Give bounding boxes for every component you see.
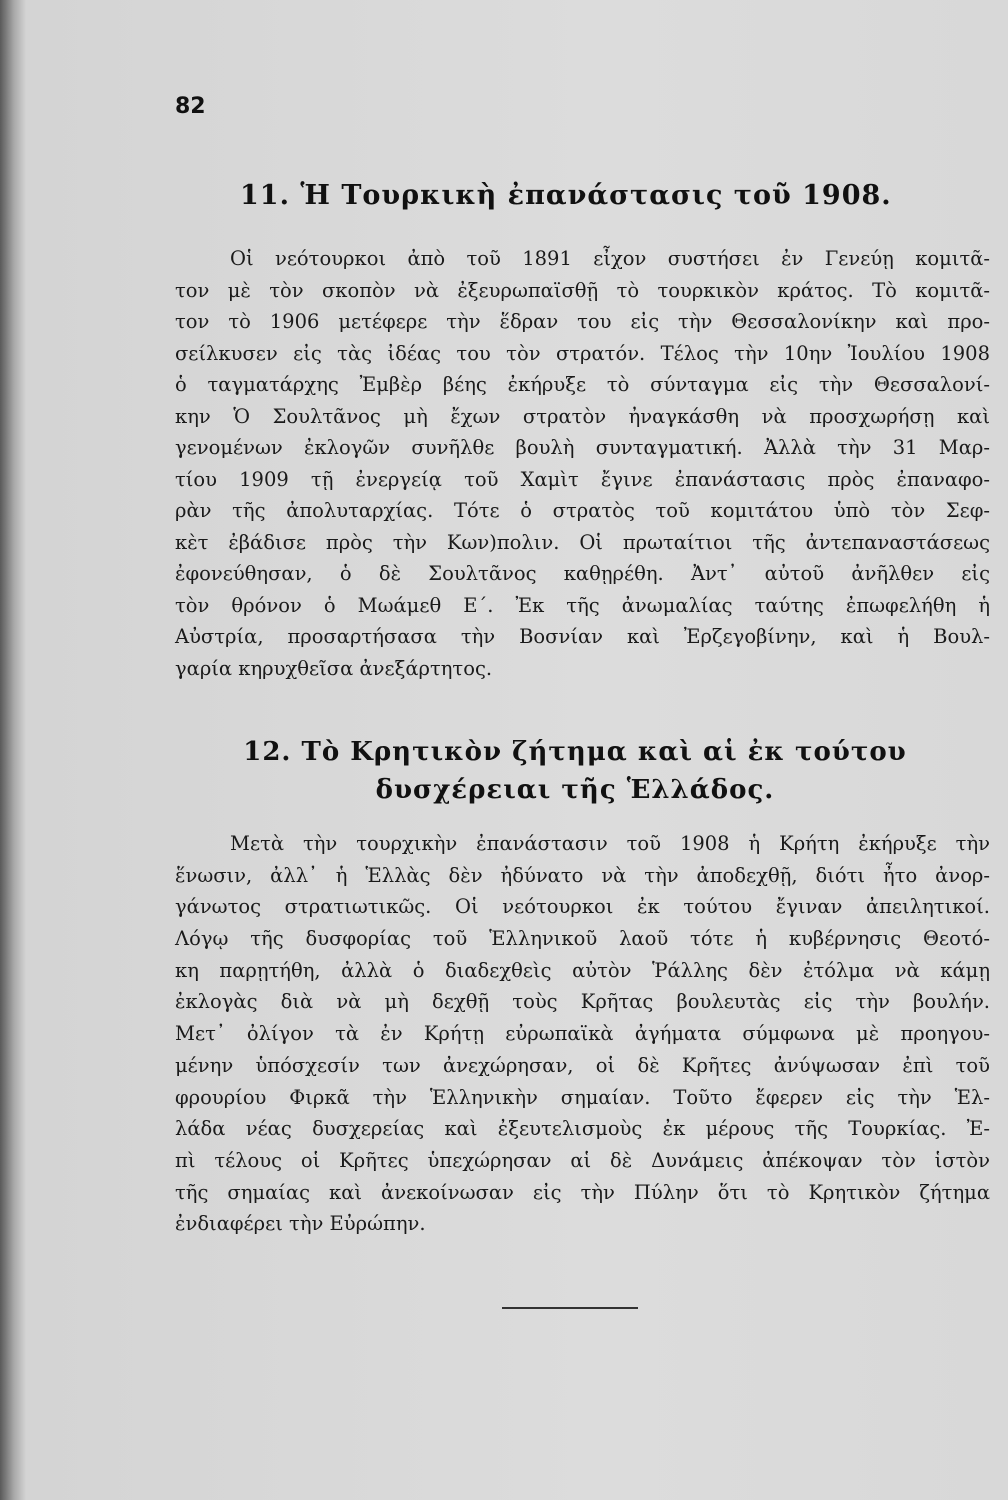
section-11-heading: 11. Ἡ Τουρκικὴ ἐπανάστασις τοῦ 1908. xyxy=(240,180,892,211)
text-line: πὶ τέλους οἱ Κρῆτες ὑπεχώρησαν αἱ δὲ Δυνάμεις ἀπέκοψαν τὸν ἱστὸν xyxy=(175,1148,990,1172)
section-12-heading-line-2: δυσχέρειαι τῆς Ἑλλάδος. xyxy=(375,775,775,805)
text-line: φρουρίου Φιρκᾶ τὴν Ἑλληνικὴν σημαίαν. Τοῦτο ἔφερεν εἰς τὴν Ἑλ- xyxy=(175,1085,990,1109)
text-line: τῆς σημαίας καὶ ἀνεκοίνωσαν εἰς τὴν Πύλην ὅτι τὸ Κρητικὸν ζήτημα xyxy=(175,1180,990,1204)
text-line: κὲτ ἐβάδισε πρὸς τὴν Κων)πολιν. Οἱ πρωταίτιοι τῆς ἀντεπαναστάσεως xyxy=(175,530,990,554)
section-12-heading-line-1: 12. Τὸ Κρητικὸν ζήτημα καὶ αἱ ἐκ τούτου xyxy=(243,737,907,767)
text-line: Μετὰ τὴν τουρχικὴν ἐπανάστασιν τοῦ 1908 ἡ Κρήτη ἐκήρυξε τὴν xyxy=(230,832,990,855)
text-line: Αὐστρία, προσαρτήσασα τὴν Βοσνίαν καὶ Ἐρζεγοβίνην, καὶ ἡ Βουλ- xyxy=(175,625,990,648)
text-line: ἐφονεύθησαν, ὁ δὲ Σουλτᾶνος καθῃρέθη. Ἀντ᾿ αὐτοῦ ἀνῆλθεν εἰς xyxy=(175,562,990,585)
section-12-heading xyxy=(175,733,975,809)
text-line: ἐκλογὰς διὰ νὰ μὴ δεχθῇ τοὺς Κρῆτας βουλευτὰς εἰς τὴν βουλήν. xyxy=(175,990,990,1014)
section-12-paragraph xyxy=(175,828,990,1240)
text-line: κην Ὁ Σουλτᾶνος μὴ ἔχων στρατὸν ἠναγκάσθη νὰ προσχωρήσῃ καὶ xyxy=(175,404,990,428)
page-number: 82 xyxy=(175,94,206,119)
text-line: τον μὲ τὸν σκοπὸν νὰ ἐξευρωπαϊσθῇ τὸ τουρκικὸν κράτος. Τὸ κομιτᾶ- xyxy=(175,278,990,302)
text-line: Λόγῳ τῆς δυσφορίας τοῦ Ἑλληνικοῦ λαοῦ τότε ἡ κυβέρνησις Θεοτό- xyxy=(175,927,990,951)
text-line: ἐνδιαφέρει τὴν Εὐρώπην. xyxy=(175,1212,426,1236)
text-line: μένην ὑπόσχεσίν των ἀνεχώρησαν, οἱ δὲ Κρῆτες ἀνύψωσαν ἐπὶ τοῦ xyxy=(175,1053,990,1077)
text-line: τον τὸ 1906 μετέφερε τὴν ἕδραν του εἰς τὴν Θεσσαλονίκην καὶ προ- xyxy=(175,310,990,333)
end-divider xyxy=(502,1307,638,1309)
text-line: τὸν θρόνον ὁ Μωάμεθ Ε΄. Ἐκ τῆς ἀνωμαλίας ταύτης ἐπωφελήθη ἡ xyxy=(175,593,990,617)
text-line: γάνωτος στρατιωτικῶς. Οἱ νεότουρκοι ἐκ τούτου ἔγιναν ἀπειλητικοί. xyxy=(175,895,990,919)
text-line: ρὰν τῆς ἀπολυταρχίας. Τότε ὁ στρατὸς τοῦ κομιτάτου ὑπὸ τὸν Σεφ- xyxy=(175,499,990,522)
text-line: σείλκυσεν εἰς τὰς ἰδέας του τὸν στρατόν. Τέλος τὴν 10ην Ἰουλίου 1908 xyxy=(175,341,990,365)
text-line: γαρία κηρυχθεῖσα ἀνεξάρτητος. xyxy=(175,656,493,680)
text-line: τίου 1909 τῇ ἐνεργείᾳ τοῦ Χαμὶτ ἔγινε ἐπανάστασις πρὸς ἐπαναφο- xyxy=(175,467,990,491)
text-line: γενομένων ἐκλογῶν συνῆλθε βουλὴ συνταγματική. Ἀλλὰ τὴν 31 Μαρ- xyxy=(175,436,990,459)
section-11-paragraph xyxy=(175,243,990,684)
text-line: ἕνωσιν, ἀλλ᾿ ἡ Ἑλλὰς δὲν ἠδύνατο νὰ τὴν ἀποδεχθῇ, διότι ἦτο ἀνορ- xyxy=(175,863,990,887)
text-line: Οἱ νεότουρκοι ἀπὸ τοῦ 1891 εἶχον συστήσει ἐν Γενεύῃ κομιτᾶ- xyxy=(230,247,990,270)
text-line: ὁ ταγματάρχης Ἐμβὲρ βέης ἐκήρυξε τὸ σύνταγμα εἰς τὴν Θεσσαλονί- xyxy=(175,373,990,396)
text-line: λάδα νέας δυσχερείας καὶ ἐξευτελισμοὺς ἐκ μέρους τῆς Τουρκίας. Ἐ- xyxy=(175,1117,990,1141)
text-line: Μετ᾿ ὀλίγον τὰ ἐν Κρήτῃ εὐρωπαϊκὰ ἀγήματα σύμφωνα μὲ προηγου- xyxy=(175,1022,990,1046)
text-line: κη παρῃτήθη, ἀλλὰ ὁ διαδεχθεὶς αὐτὸν Ῥάλλης δὲν ἐτόλμα νὰ κάμῃ xyxy=(175,958,990,982)
